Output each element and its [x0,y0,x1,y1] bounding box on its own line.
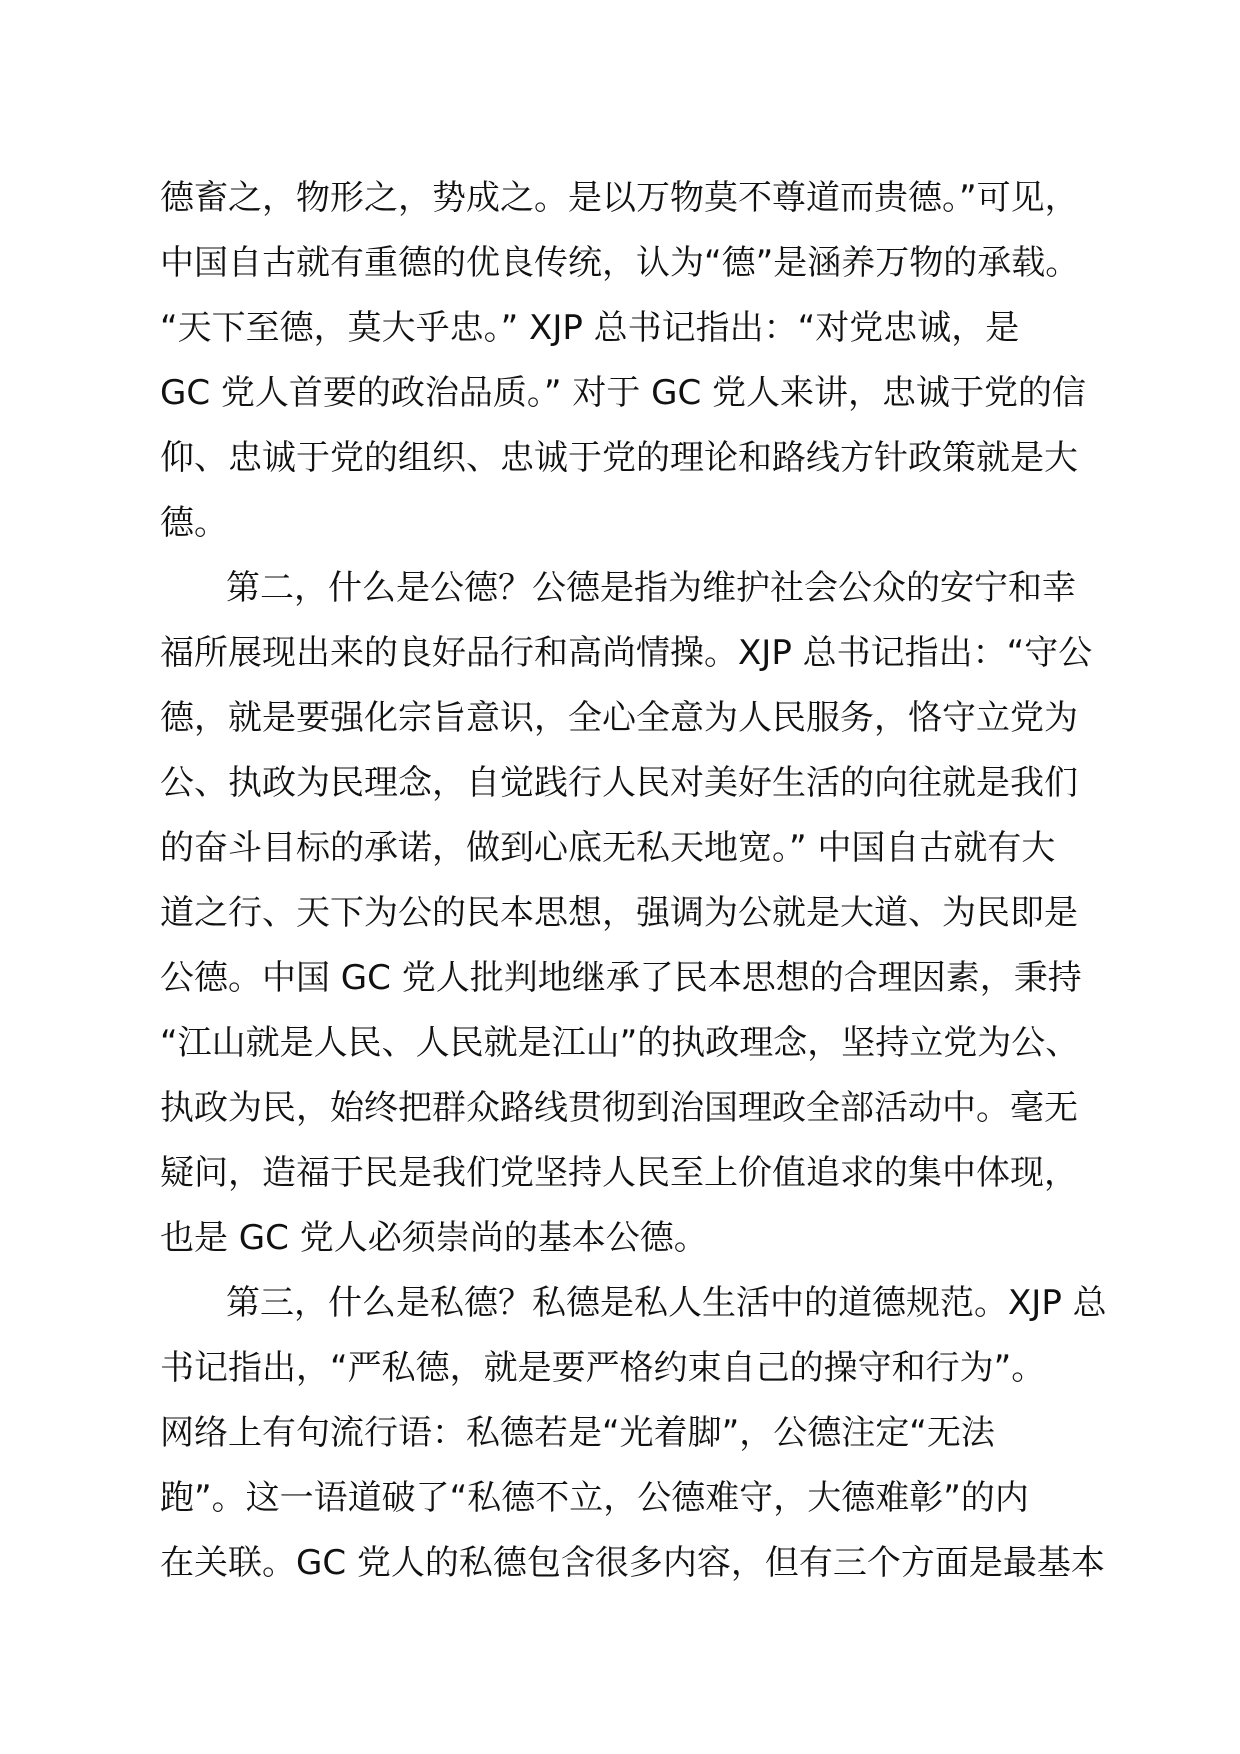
body-text [160,166,1120,1596]
text-line: GC 党人首要的政治品质。” 对于 GC 党人来讲，忠诚于党的信 [160,373,1087,413]
text-line: 公德。中国 GC 党人批判地继承了民本思想的合理因素，秉持 [160,958,1082,998]
text-line: 的奋斗目标的承诺，做到心底无私天地宽。” 中国自古就有大 [160,828,1056,868]
text-line: 疑问，造福于民是我们党坚持人民至上价值追求的集中体现， [160,1153,1078,1193]
text-line: 德，就是要强化宗旨意识，全心全意为人民服务，恪守立党为 [160,698,1078,738]
text-line: 福所展现出来的良好品行和高尚情操。XJP 总书记指出：“守公 [160,633,1093,673]
text-line: 公、执政为民理念，自觉践行人民对美好生活的向往就是我们 [160,763,1078,803]
text-line: 跑”。这一语道破了“私德不立，公德难守，大德难彰”的内 [160,1478,1029,1518]
text-line: 仰、忠诚于党的组织、忠诚于党的理论和路线方针政策就是大 [160,438,1078,478]
text-line: “江山就是人民、人民就是江山”的执政理念，坚持立党为公、 [160,1023,1080,1063]
text-line: 网络上有句流行语：私德若是“光着脚”，公德注定“无法 [160,1413,995,1453]
text-line: 在关联。GC 党人的私德包含很多内容，但有三个方面是最基本 [160,1543,1105,1583]
text-line: 也是 GC 党人必须崇尚的基本公德。 [160,1218,708,1258]
text-line: 德畜之，物形之，势成之。是以万物莫不尊道而贵德。”可见， [160,178,1079,218]
paragraph-start-line: 第三，什么是私德？私德是私人生活中的道德规范。XJP 总 [226,1283,1107,1323]
text-line: “天下至德，莫大乎忠。” XJP 总书记指出：“对党忠诚，是 [160,308,1020,348]
text-line: 中国自古就有重德的优良传统，认为“德”是涵养万物的承载。 [160,243,1080,283]
text-line: 德。 [160,503,228,543]
text-line: 书记指出，“严私德，就是要严格约束自己的操守和行为”。 [160,1348,1046,1388]
text-line: 执政为民，始终把群众路线贯彻到治国理政全部活动中。毫无 [160,1088,1078,1128]
text-line: 道之行、天下为公的民本思想，强调为公就是大道、为民即是 [160,893,1078,933]
paragraph-start-line: 第二，什么是公德？公德是指为维护社会公众的安宁和幸 [226,568,1076,608]
